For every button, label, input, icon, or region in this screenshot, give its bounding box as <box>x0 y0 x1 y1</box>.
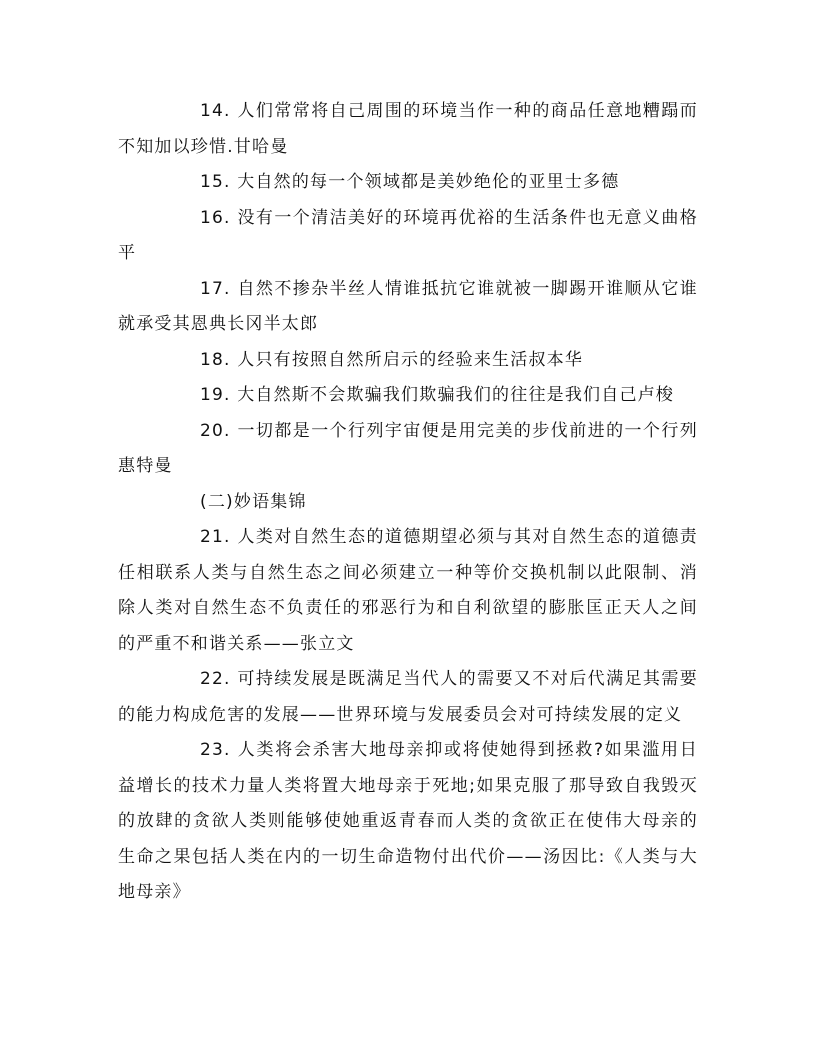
paragraph-quote-14: 14. 人们常常将自己周围的环境当作一种的商品任意地糟蹋而不知加以珍惜.甘哈曼 <box>118 101 698 157</box>
section-heading: (二)妙语集锦 <box>200 491 307 512</box>
paragraph-quote-22: 22. 可持续发展是既满足当代人的需要又不对后代满足其需要的能力构成危害的发展——世界环境与发展委员会对可持续发展的定义 <box>118 669 698 725</box>
paragraph-quote-18: 18. 人只有按照自然所启示的经验来生活叔本华 <box>200 349 584 370</box>
paragraph-quote-16: 16. 没有一个清洁美好的环境再优裕的生活条件也无意义曲格平 <box>118 207 698 263</box>
paragraph-quote-20: 20. 一切都是一个行列宇宙便是用完美的步伐前进的一个行列惠特曼 <box>118 420 698 476</box>
paragraph-quote-17: 17. 自然不掺杂半丝人情谁抵抗它谁就被一脚踢开谁顺从它谁就承受其恩典长冈半太郎 <box>118 278 698 334</box>
paragraph-quote-21: 21. 人类对自然生态的道德期望必须与其对自然生态的道德责任相联系人类与自然生态之间必须建立一种等价交换机制以此限制、消除人类对自然生态不负责任的邪恶行为和自利欲望的膨胀匡正天人之间的严重不和谐关系——张立文 <box>118 527 698 654</box>
paragraph-quote-19: 19. 大自然斯不会欺骗我们欺骗我们的往往是我们自己卢梭 <box>200 385 675 405</box>
paragraph-quote-23: 23. 人类将会杀害大地母亲抑或将使她得到拯救?如果滥用日益增长的技术力量人类将置大地母亲于死地;如果克服了那导致自我毁灭的放肆的贪欲人类则能够使她重返青春而人类的贪欲正在使伟大母亲的生命之果包括人类在内的一切生命造物付出代价——汤因比:《人类与大地母亲》 <box>118 740 698 902</box>
document-body <box>118 94 698 911</box>
paragraph-quote-15: 15. 大自然的每一个领域都是美妙绝伦的亚里士多德 <box>200 172 620 192</box>
